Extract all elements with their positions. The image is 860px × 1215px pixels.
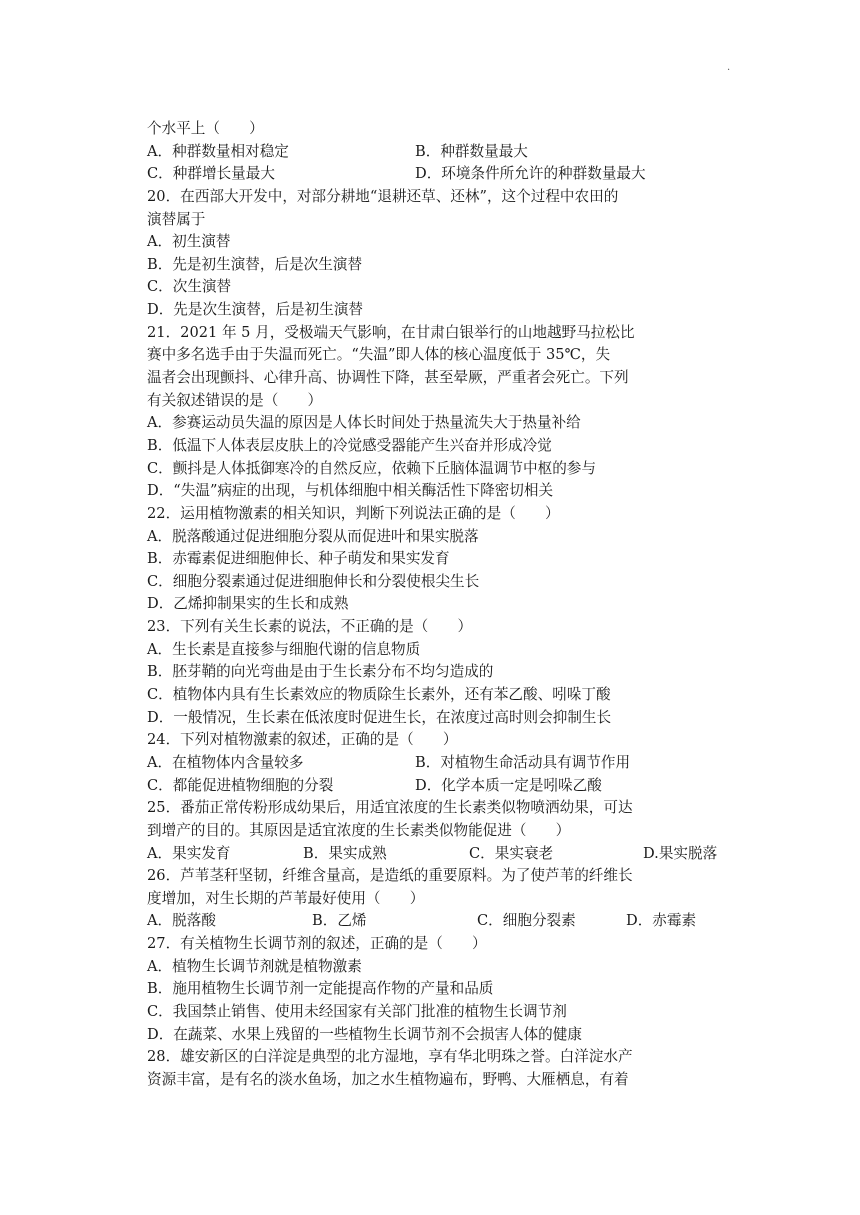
q22-stem: 22．运用植物激素的相关知识，判断下列说法正确的是（ ） — [147, 504, 560, 522]
q27-option-d: D．在蔬菜、水果上残留的一些植物生长调节剂不会损害人体的健康 — [147, 1025, 582, 1043]
q22-option-b: B．赤霉素促进细胞伸长、种子萌发和果实发育 — [147, 550, 450, 568]
q26-option-b: B．乙烯 — [312, 912, 367, 930]
q25-option-c: C．果实衰老 — [469, 844, 554, 862]
q21-stem-line-2: 赛中多名选手由于失温而死亡。“失温”即人体的核心温度低于 35℃，失 — [147, 346, 611, 364]
page-corner-mark: . — [727, 62, 731, 73]
q27-stem: 27．有关植物生长调节剂的叙述，正确的是（ ） — [147, 935, 487, 953]
q21-stem-line-4: 有关叙述错误的是（ ） — [147, 391, 323, 409]
q28-stem-line-2: 资源丰富，是有名的淡水鱼场，加之水生植物遍布，野鸭、大雁栖息，有着 — [147, 1070, 629, 1088]
q22-option-c: C．细胞分裂素通过促进细胞伸长和分裂使根尖生长 — [147, 572, 480, 590]
q19-option-b: B．种群数量最大 — [415, 142, 528, 160]
q26-stem-line-1: 26．芦苇茎秆坚韧，纤维含量高，是造纸的重要原料。为了使芦苇的纤维长 — [147, 867, 633, 885]
q24-options-cd — [147, 775, 722, 798]
exam-page-content — [147, 118, 722, 1092]
q22-option-a: A．脱落酸通过促进细胞分裂从而促进叶和果实脱落 — [147, 527, 479, 545]
q21-option-a: A．参赛运动员失温的原因是人体长时间处于热量流失大于热量补给 — [147, 414, 581, 432]
q23-option-c: C．植物体内具有生长素效应的物质除生长素外，还有苯乙酸、吲哚丁酸 — [147, 686, 611, 704]
q23-option-b: B．胚芽鞘的向光弯曲是由于生长素分布不均匀造成的 — [147, 663, 494, 681]
q24-stem: 24．下列对植物激素的叙述，正确的是（ ） — [147, 731, 458, 749]
q25-option-d: D.果实脱落 — [643, 844, 718, 862]
q26-options — [147, 910, 722, 933]
q26-option-c: C．细胞分裂素 — [477, 912, 576, 930]
q23-option-d: D．一般情况，生长素在低浓度时促进生长，在浓度过高时则会抑制生长 — [147, 708, 612, 726]
q27-option-b: B．施用植物生长调节剂一定能提高作物的产量和品质 — [147, 980, 494, 998]
q23-option-a: A．生长素是直接参与细胞代谢的信息物质 — [147, 640, 421, 658]
q19-option-a: A．种群数量相对稳定 — [147, 142, 289, 160]
q25-option-b: B．果实成熟 — [303, 844, 387, 862]
q21-stem-line-1: 21．2021 年 5 月，受极端天气影响，在甘肃白银举行的山地越野马拉松比 — [147, 323, 635, 341]
q20-option-b: B．先是初生演替，后是次生演替 — [147, 255, 363, 273]
q25-stem-line-1: 25．番茄正常传粉形成幼果后，用适宜浓度的生长素类似物喷洒幼果，可达 — [147, 799, 633, 817]
q26-stem-line-2: 度增加，对生长期的芦苇最好使用（ ） — [147, 889, 425, 907]
q24-option-c: C．都能促进植物细胞的分裂 — [147, 776, 334, 794]
q24-options-ab — [147, 752, 722, 775]
q23-stem: 23．下列有关生长素的说法，不正确的是（ ） — [147, 618, 473, 636]
q20-stem-line-2: 演替属于 — [147, 210, 206, 228]
q20-option-c: C．次生演替 — [147, 278, 232, 296]
q21-option-b: B．低温下人体表层皮肤上的冷觉感受器能产生兴奋并形成冷觉 — [147, 436, 552, 454]
q27-option-a: A．植物生长调节剂就是植物激素 — [147, 957, 362, 975]
q20-stem-line-1: 20．在西部大开发中，对部分耕地“退耕还草、还林”，这个过程中农田的 — [147, 187, 619, 205]
q24-option-d: D．化学本质一定是吲哚乙酸 — [415, 776, 602, 794]
q19-stem-end: 个水平上（ ） — [147, 120, 264, 137]
q19-options-cd — [147, 163, 722, 186]
q25-options — [147, 843, 722, 866]
q19-options-ab — [147, 141, 722, 164]
q27-option-c: C．我国禁止销售、使用未经国家有关部门批准的植物生长调节剂 — [147, 1002, 567, 1020]
q26-option-d: D．赤霉素 — [626, 912, 697, 930]
q26-option-a: A．脱落酸 — [147, 912, 216, 930]
q24-option-b: B．对植物生命活动具有调节作用 — [415, 753, 631, 771]
q25-stem-line-2: 到增产的目的。其原因是适宜浓度的生长素类似物能促进（ ） — [147, 821, 571, 839]
q25-option-a: A．果实发育 — [147, 844, 231, 862]
q28-stem-line-1: 28．雄安新区的白洋淀是典型的北方湿地，享有华北明珠之誉。白洋淀水产 — [147, 1048, 633, 1066]
q24-option-a: A．在植物体内含量较多 — [147, 753, 304, 771]
q21-option-d: D．“失温”病症的出现，与机体细胞中相关酶活性下降密切相关 — [147, 482, 554, 500]
q21-stem-line-3: 温者会出现颤抖、心律升高、协调性下降，甚至晕厥，严重者会死亡。下列 — [147, 369, 629, 387]
q20-option-a: A．初生演替 — [147, 233, 231, 251]
q20-option-d: D．先是次生演替，后是初生演替 — [147, 301, 364, 319]
q22-option-d: D．乙烯抑制果实的生长和成熟 — [147, 595, 349, 613]
q19-option-d: D．环境条件所允许的种群数量最大 — [415, 165, 646, 183]
q19-option-c: C．种群增长量最大 — [147, 165, 275, 183]
q21-option-c: C．颤抖是人体抵御寒冷的自然反应，依赖下丘脑体温调节中枢的参与 — [147, 459, 596, 477]
